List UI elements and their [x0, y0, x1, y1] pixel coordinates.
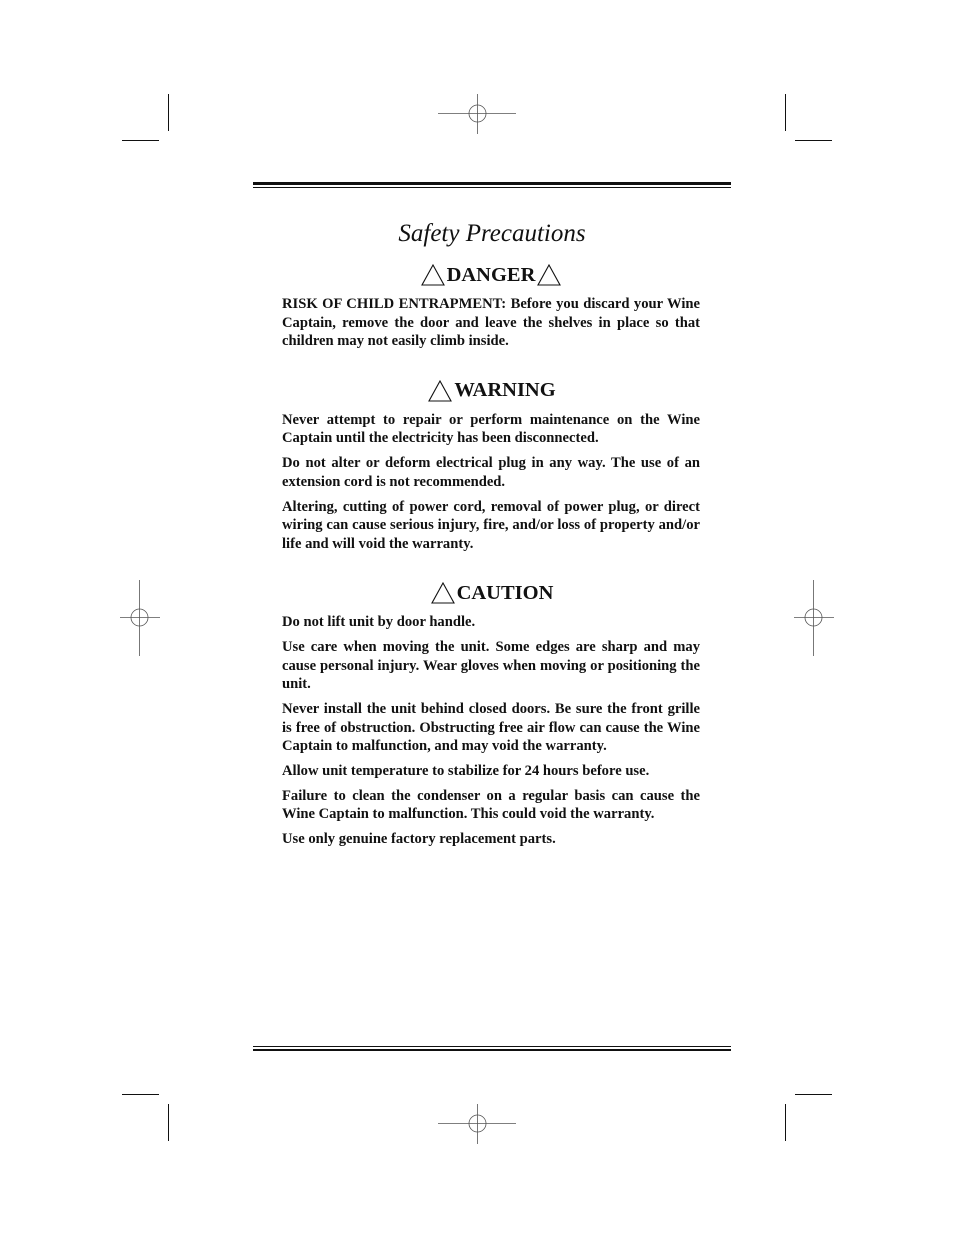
warning-paragraph: Do not alter or deform electrical plug in any way. The use of an extension cord is not recommended. — [282, 455, 700, 490]
crop-mark-bottom-left-horizontal — [122, 1094, 159, 1095]
caution-paragraph: Never install the unit behind closed doors. Be sure the front grille is free of obstruction. Obstructing free air flow can cause the Wine Captain to malfunction, and may void the warranty. — [282, 701, 700, 755]
crop-mark-bottom-left-vertical — [168, 1104, 169, 1141]
registration-crosshair-icon — [794, 580, 834, 656]
registration-crosshair-icon — [438, 94, 516, 134]
footer-rule-thin — [253, 1046, 731, 1047]
warning-triangle-icon — [431, 582, 455, 604]
danger-heading — [282, 260, 700, 290]
crop-mark-top-left-vertical — [168, 94, 169, 131]
header-rule — [253, 182, 731, 185]
caution-paragraph: Use care when moving the unit. Some edges are sharp and may cause personal injury. Wear gloves when moving or positioning the unit. — [282, 639, 700, 693]
caution-heading-label: CAUTION — [456, 581, 554, 604]
warning-section — [282, 376, 700, 554]
danger-heading-label: DANGER — [446, 263, 536, 286]
page-title: Safety Precautions — [398, 219, 586, 247]
warning-triangle-icon — [428, 380, 452, 402]
caution-paragraph: Do not lift unit by door handle. — [282, 614, 476, 631]
header-rule-thin — [253, 187, 731, 188]
warning-paragraph: Altering, cutting of power cord, removal of power plug, or direct wiring can cause serious injury, fire, and/or loss of property and/or life and will void the warranty. — [282, 498, 700, 552]
registration-crosshair-icon — [120, 580, 160, 656]
caution-paragraph: Allow unit temperature to stabilize for 24 hours before use. — [282, 763, 650, 780]
warning-heading-label: WARNING — [454, 379, 556, 402]
warning-paragraph: Never attempt to repair or perform maintenance on the Wine Captain until the electricity has been disconnected. — [282, 411, 700, 447]
caution-section — [282, 578, 700, 848]
warning-heading — [282, 376, 700, 406]
warning-triangle-icon — [537, 264, 561, 286]
registration-crosshair-icon — [438, 1104, 516, 1144]
crop-mark-bottom-right-vertical — [785, 1104, 786, 1141]
danger-paragraph: RISK OF CHILD ENTRAPMENT: Before you discard your Wine Captain, remove the door and leave the shelves in place so that children may not easily climb inside. — [282, 296, 700, 350]
crop-mark-bottom-right-horizontal — [795, 1094, 832, 1095]
footer-rule — [253, 1049, 731, 1051]
crop-mark-top-right-horizontal — [795, 140, 832, 141]
caution-heading — [282, 578, 700, 608]
caution-paragraph: Failure to clean the condenser on a regular basis can cause the Wine Captain to malfunction. This could void the warranty. — [282, 787, 700, 823]
warning-triangle-icon — [421, 264, 445, 286]
caution-paragraph: Use only genuine factory replacement parts. — [282, 831, 556, 848]
crop-mark-top-left-horizontal — [122, 140, 159, 141]
safety-content — [282, 260, 700, 874]
crop-mark-top-right-vertical — [785, 94, 786, 131]
danger-section — [282, 260, 700, 351]
